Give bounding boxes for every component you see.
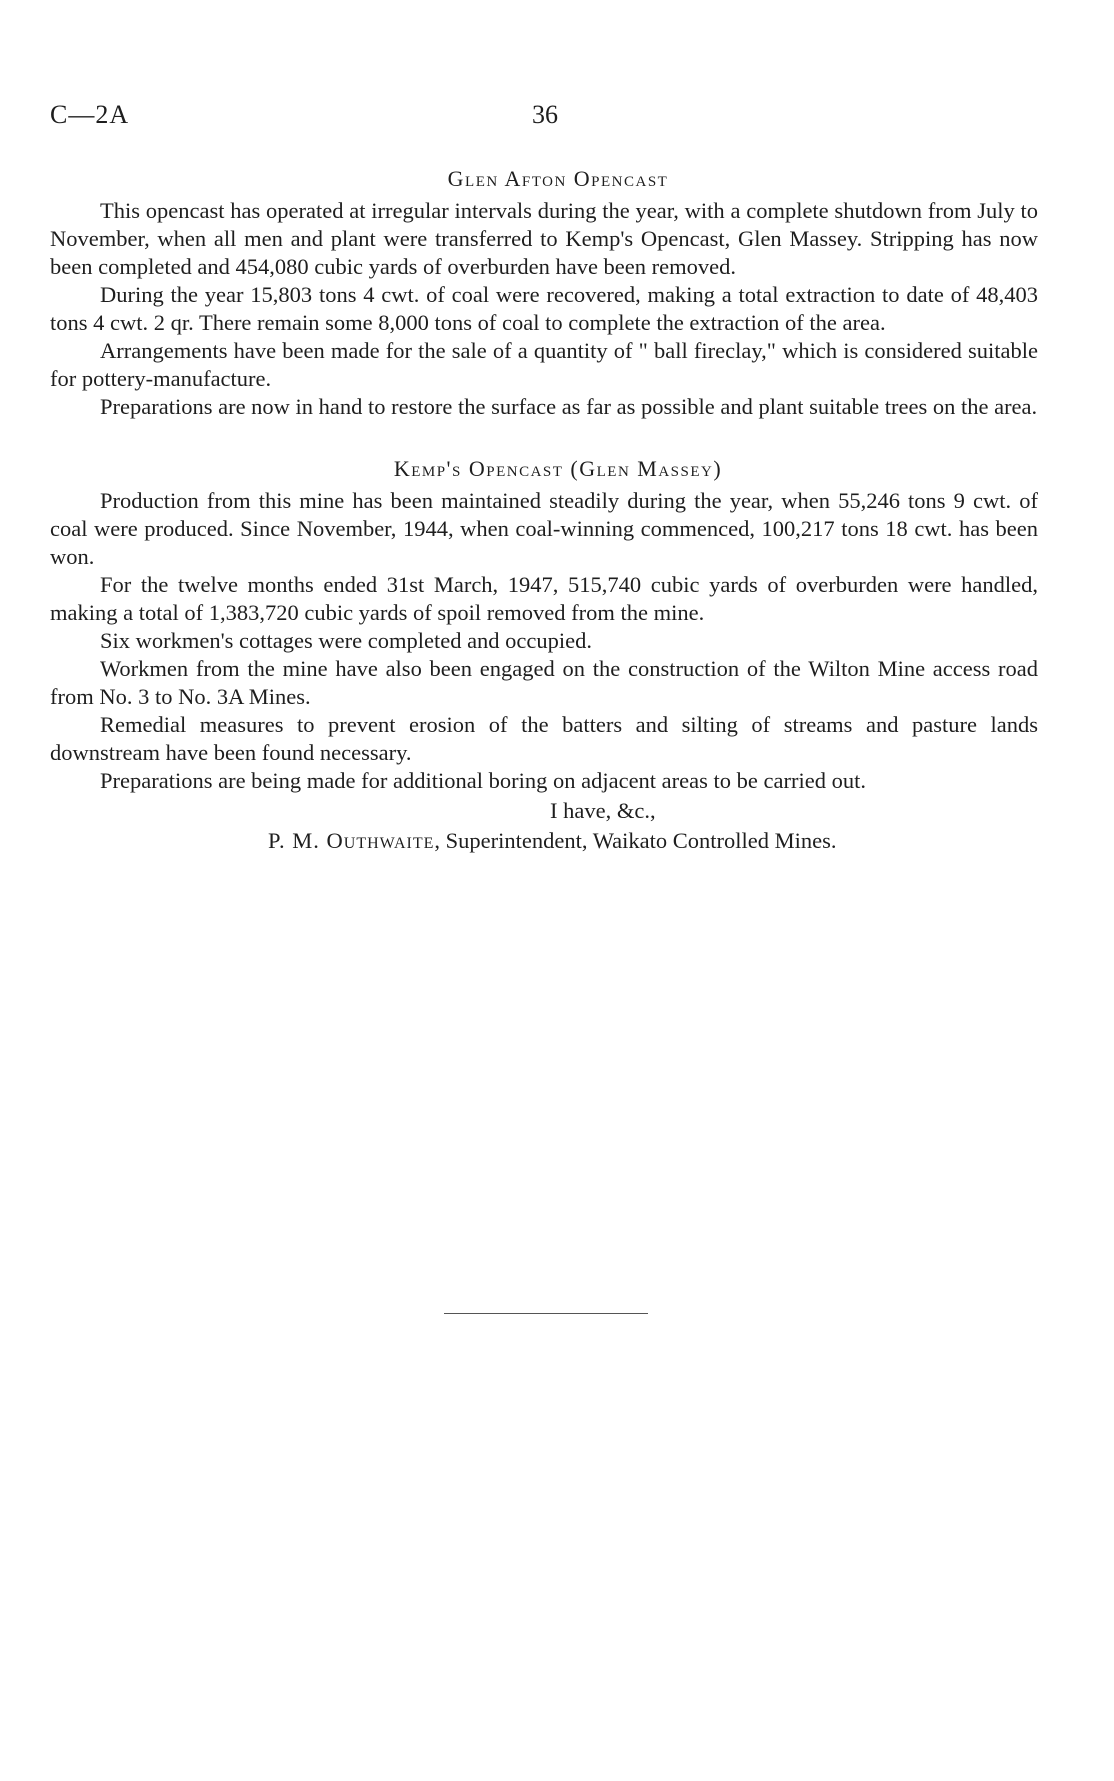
paragraph: For the twelve months ended 31st March, 1947, 515,740 cubic yards of overburden were handled, making a total of 1,383,720 cubic yards of spoil removed from the mine. [50,572,1038,625]
signatory-name: P. M. Outhwaite [268,828,435,853]
section-heading: Glen Afton Opencast [447,166,669,191]
document-body [50,165,1038,855]
paragraph: Preparations are being made for additional boring on adjacent areas to be carried out. [100,768,866,793]
paragraph: Arrangements have been made for the sale of a quantity of " ball fireclay," which is considered suitable for pottery-manufacture. [50,338,1038,391]
paragraph: Workmen from the mine have also been engaged on the construction of the Wilton Mine access road from No. 3 to No. 3A Mines. [50,656,1038,709]
signatory-title: , Superintendent, Waikato Controlled Mines. [434,828,837,853]
paragraph: During the year 15,803 tons 4 cwt. of coal were recovered, making a total extraction to date of 48,403 tons 4 cwt. 2 qr. There remain some 8,000 tons of coal to complete the extraction of the area. [50,282,1038,335]
paragraph: Remedial measures to prevent erosion of the batters and silting of streams and pasture lands downstream have been found necessary. [50,712,1038,765]
signature-line [268,827,1038,855]
end-rule-divider [444,1313,648,1314]
closing-greeting: I have, &c., [550,798,656,823]
paragraph: This opencast has operated at irregular intervals during the year, with a complete shutdown from July to November, when all men and plant were transferred to Kemp's Opencast, Glen Massey. Stripping has now been completed and 454,080 cubic yards of overburden have been removed. [50,198,1038,279]
section-glen-afton [50,165,1038,421]
document-reference: C—2A [50,100,130,129]
section-heading: Kemp's Opencast (Glen Massey) [393,456,723,481]
signoff-block [50,797,1038,855]
page-number: 36 [532,100,558,129]
paragraph: Six workmen's cottages were completed and occupied. [100,628,593,653]
section-kemps-opencast [50,455,1038,795]
paragraph: Preparations are now in hand to restore the surface as far as possible and plant suitable trees on the area. [100,394,1038,419]
paragraph: Production from this mine has been maintained steadily during the year, when 55,246 tons 9 cwt. of coal were produced. Since November, 1944, when coal-winning commenced, 100,217 tons 18 cwt. has been won. [50,488,1038,569]
